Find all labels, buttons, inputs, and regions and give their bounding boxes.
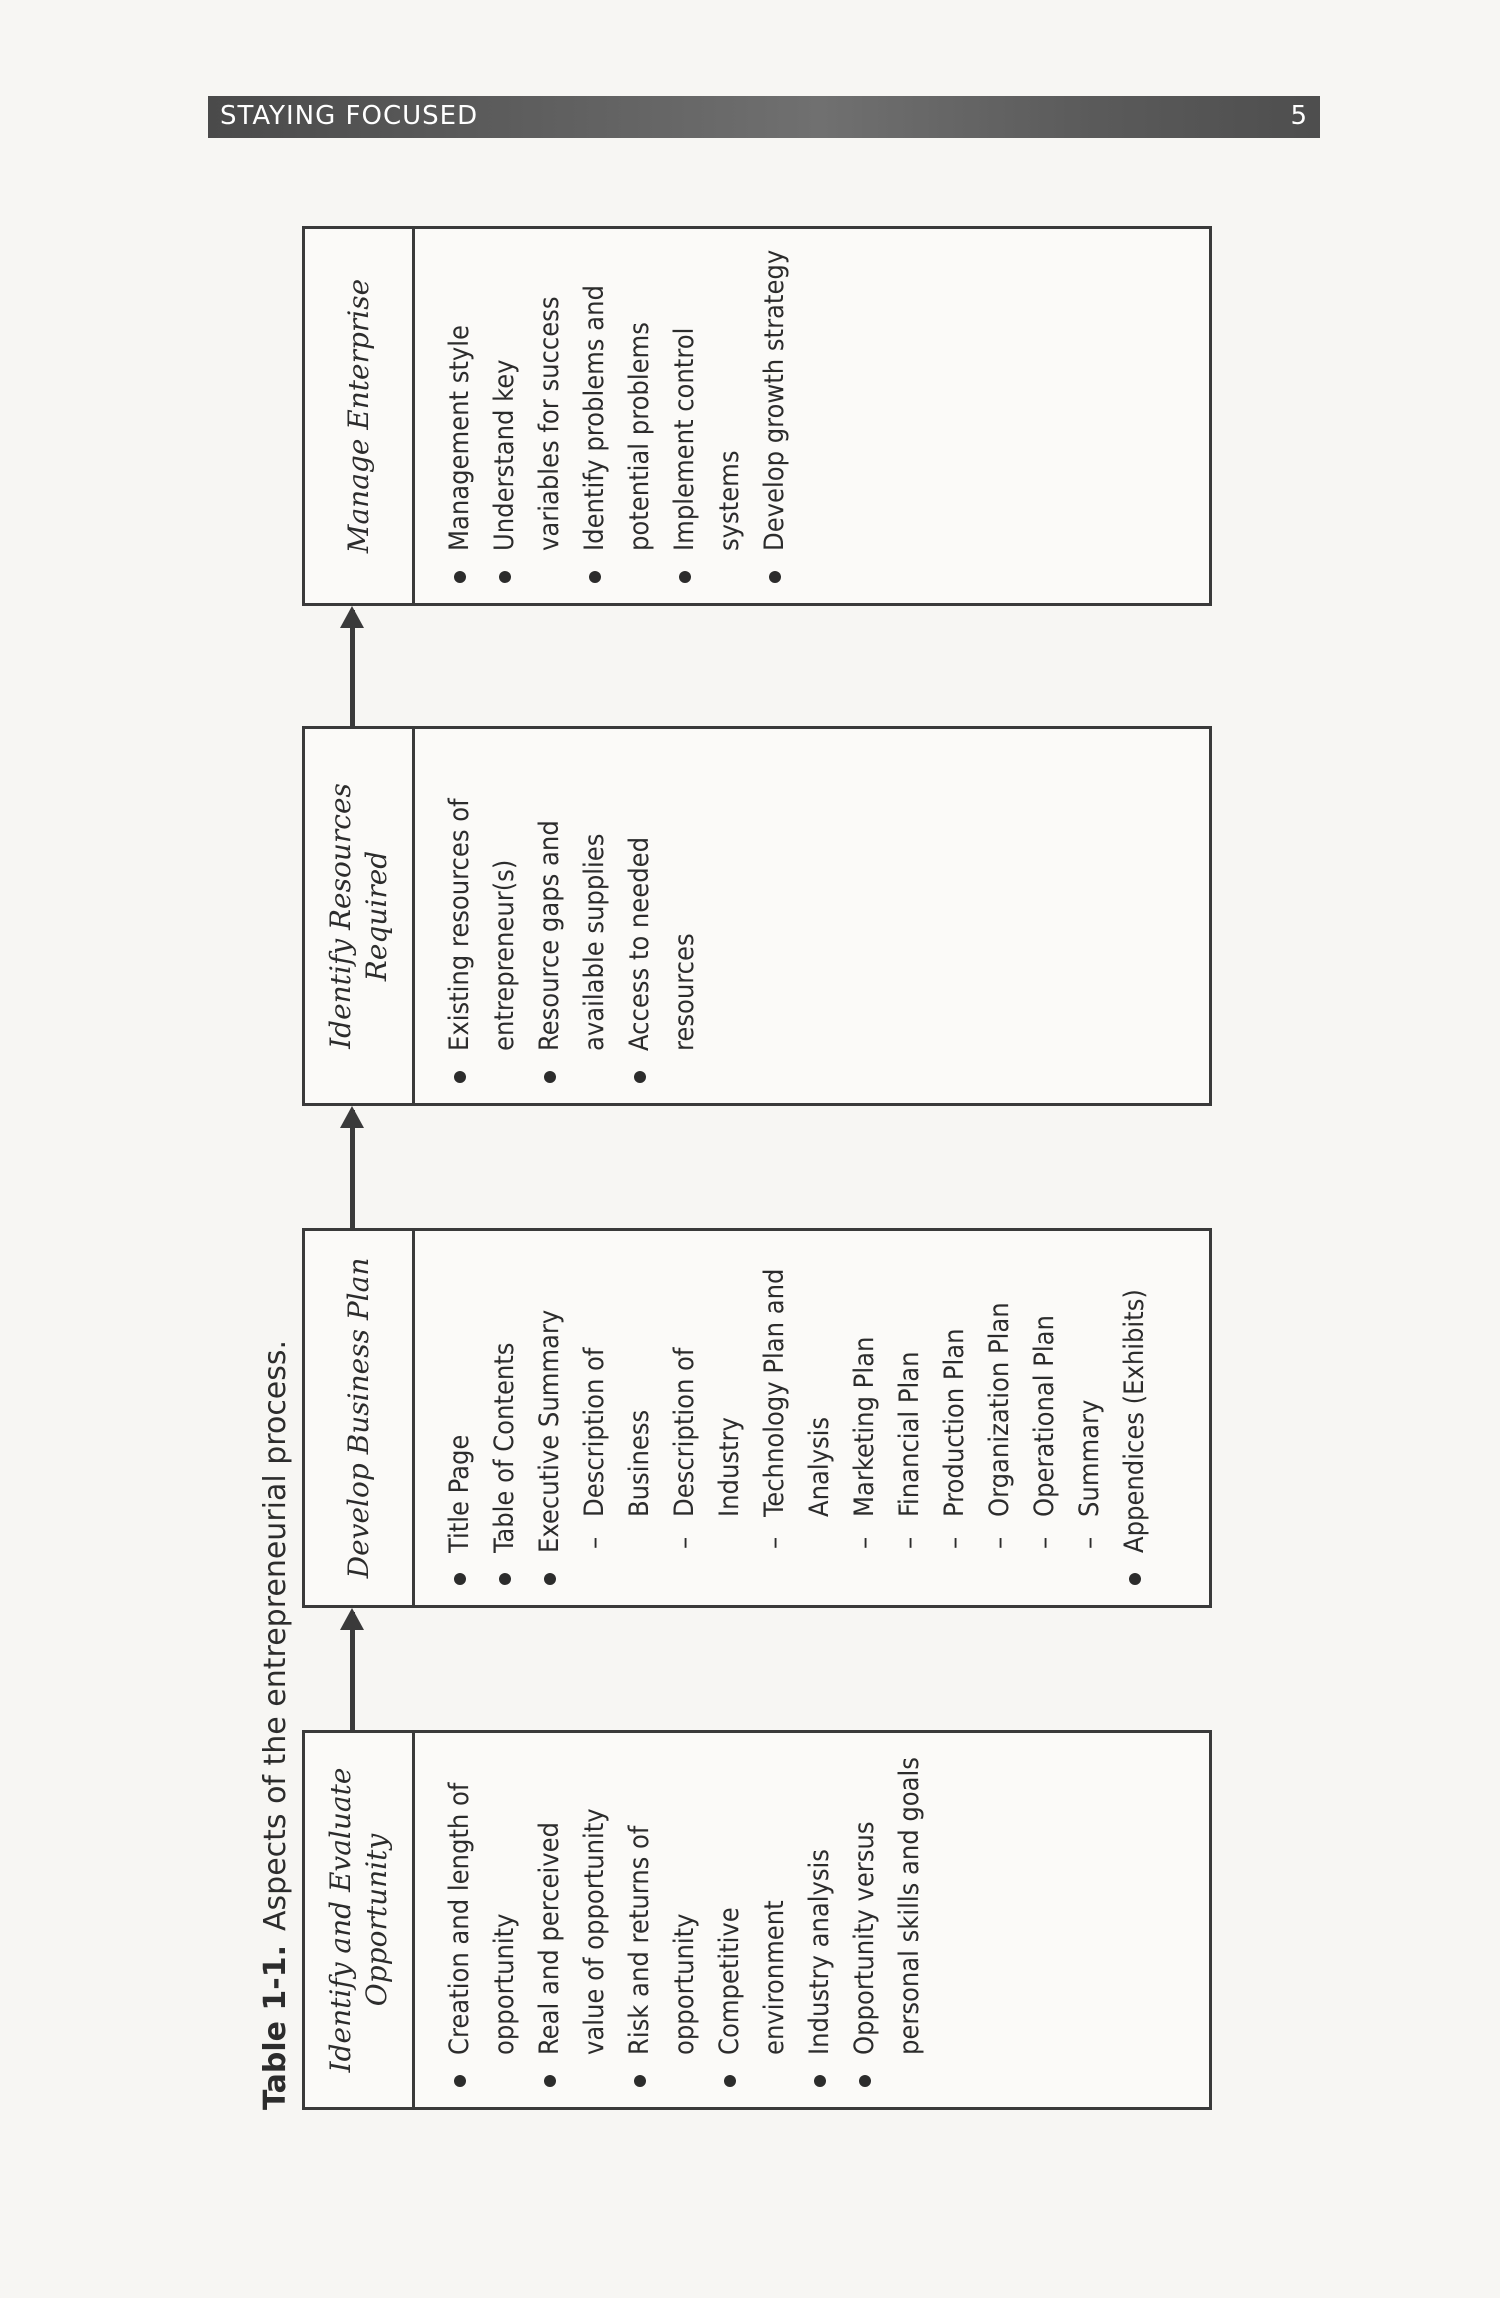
bullet-icon: [499, 571, 511, 583]
sub-list-item: – Production Plan: [932, 1247, 977, 1589]
bullet-icon: [454, 1071, 466, 1083]
sub-list-item: – Marketing Plan: [842, 1247, 887, 1589]
rotated-table-figure: [240, 210, 1220, 2110]
stage-heading: Develop Business Plan: [305, 1231, 415, 1605]
bullet-icon: [769, 571, 781, 583]
table-caption-label: Table 1-1.: [258, 1945, 293, 2110]
sub-list-item: – Organization Plan: [977, 1247, 1022, 1589]
stage-box-identify-resources-required: [302, 726, 1212, 1106]
dash-icon: –: [579, 1536, 610, 1549]
sub-list-item: – Description of Business: [572, 1247, 662, 1589]
bullet-icon: [544, 1071, 556, 1083]
stage-item-list: [437, 1247, 1157, 1589]
dash-icon: –: [984, 1536, 1015, 1549]
table-caption: [258, 1340, 294, 2110]
list-item: Title Page: [437, 1247, 482, 1589]
page-number: 5: [1290, 101, 1308, 131]
list-item: Identify problems and potential problems: [572, 245, 662, 587]
list-item: Creation and length of opportunity: [437, 1749, 527, 2091]
stage-item-list: [437, 1749, 932, 2091]
dash-icon: –: [939, 1536, 970, 1549]
arrow-right-icon: [350, 1612, 355, 1730]
list-item: Risk and returns of opportunity: [617, 1749, 707, 2091]
dash-icon: –: [849, 1536, 880, 1549]
bullet-icon: [544, 2075, 556, 2087]
dash-icon: –: [669, 1536, 700, 1549]
bullet-icon: [679, 571, 691, 583]
stage-heading: Identify and Evaluate Opportunity: [305, 1733, 415, 2107]
list-item: Access to needed resources: [617, 745, 707, 1087]
arrow-right-icon: [350, 610, 355, 726]
stage-item-list: [437, 245, 797, 587]
stage-heading: Manage Enterprise: [305, 229, 415, 603]
running-header: [208, 96, 1320, 138]
arrow-right-icon: [350, 1110, 355, 1228]
bullet-icon: [454, 1573, 466, 1585]
list-item: Opportunity versus personal skills and goals: [842, 1749, 932, 2091]
bullet-icon: [454, 571, 466, 583]
dash-icon: –: [894, 1536, 925, 1549]
stage-heading: Identify Resources Required: [305, 729, 415, 1103]
list-item: Develop growth strategy: [752, 245, 797, 587]
stage-box-develop-business-plan: [302, 1228, 1212, 1608]
list-item: Appendices (Exhibits): [1112, 1247, 1157, 1589]
list-item: Management style: [437, 245, 482, 587]
list-item: Resource gaps and available supplies: [527, 745, 617, 1087]
running-header-title: STAYING FOCUSED: [220, 101, 479, 131]
dash-icon: –: [1074, 1536, 1105, 1549]
list-item: Industry analysis: [797, 1749, 842, 2091]
sub-list-item: – Description of Industry: [662, 1247, 752, 1589]
bullet-icon: [589, 571, 601, 583]
list-item: Competitive environment: [707, 1749, 797, 2091]
dash-icon: –: [759, 1536, 790, 1549]
sub-list-item: – Summary: [1067, 1247, 1112, 1589]
bullet-icon: [1129, 1573, 1141, 1585]
bullet-icon: [544, 1573, 556, 1585]
bullet-icon: [634, 1071, 646, 1083]
list-item: Understand key variables for success: [482, 245, 572, 587]
bullet-icon: [634, 2075, 646, 2087]
sub-list-item: – Operational Plan: [1022, 1247, 1067, 1589]
bullet-icon: [724, 2075, 736, 2087]
bullet-icon: [859, 2075, 871, 2087]
list-item: Implement control systems: [662, 245, 752, 587]
list-item: Executive Summary: [527, 1247, 572, 1589]
list-item: Table of Contents: [482, 1247, 527, 1589]
bullet-icon: [814, 2075, 826, 2087]
list-item: Existing resources of entrepreneur(s): [437, 745, 527, 1087]
bullet-icon: [499, 1573, 511, 1585]
stage-box-manage-enterprise: [302, 226, 1212, 606]
list-item: Real and perceived value of opportunity: [527, 1749, 617, 2091]
bullet-icon: [454, 2075, 466, 2087]
table-caption-text: Aspects of the entrepreneurial process.: [258, 1339, 293, 1931]
sub-list-item: – Technology Plan and Analysis: [752, 1247, 842, 1589]
sub-list-item: – Financial Plan: [887, 1247, 932, 1589]
dash-icon: –: [1029, 1536, 1060, 1549]
stage-item-list: [437, 745, 707, 1087]
stage-box-identify-evaluate-opportunity: [302, 1730, 1212, 2110]
